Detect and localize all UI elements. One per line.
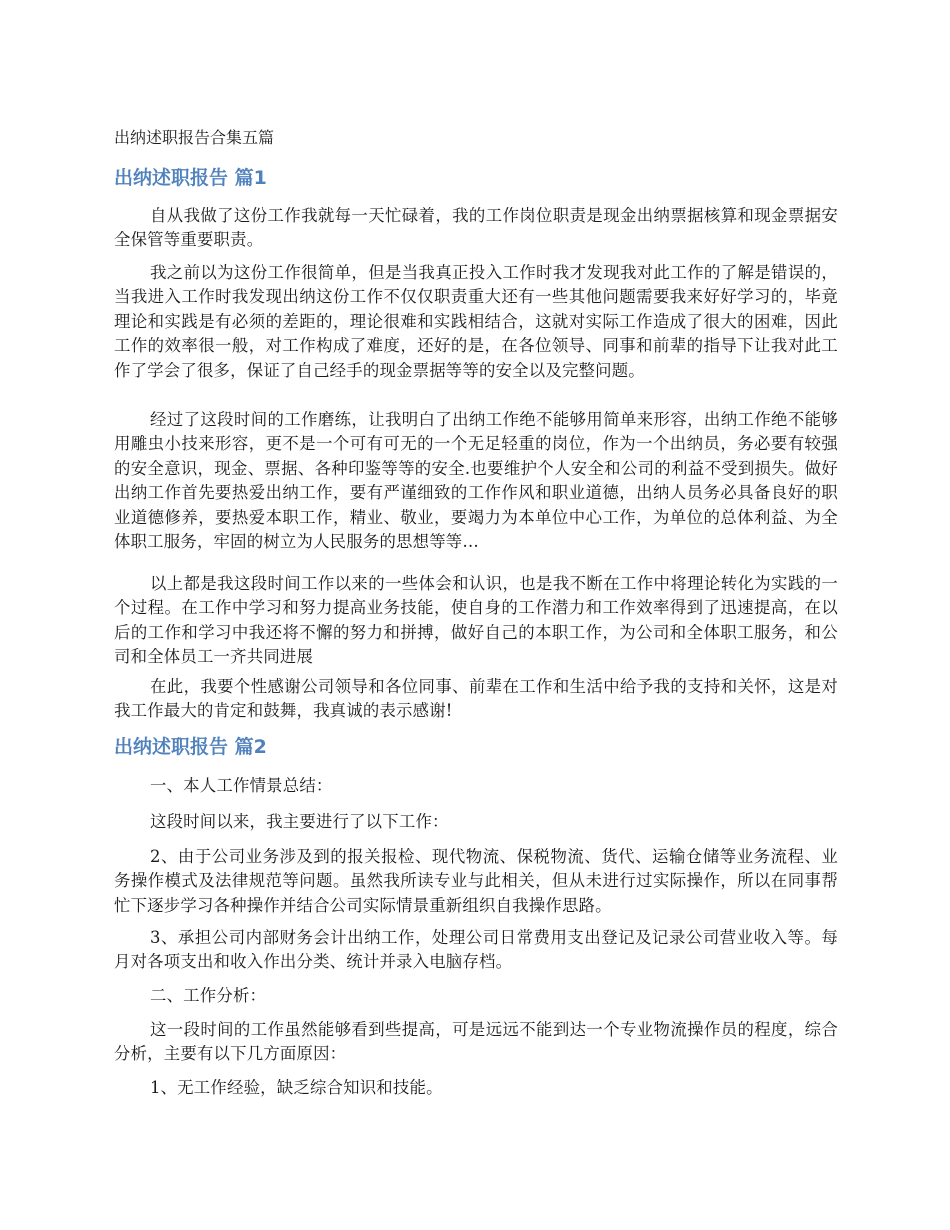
- paragraph: 3、承担公司内部财务会计出纳工作，处理公司日常费用支出登记及记录公司营业收入等。每月对各项支出和收入作出分类、统计并录入电脑存档。: [114, 928, 838, 972]
- paragraph: 二、工作分析：: [150, 986, 267, 1005]
- paragraph: 以上都是我这段时间工作以来的一些体会和认识，也是我不断在工作中将理论转化为实践的一个过程。在工作中学习和努力提高业务技能，使自身的工作潜力和工作效率得到了迅速提高，在以后的工作和学习中我还将不懈的努力和拼搏，做好自己的本职工作，为公司和全体职工服务，和公司和全体员工一齐共同进展: [114, 574, 838, 667]
- paragraph: 在此，我要个性感谢公司领导和各位同事、前辈在工作和生活中给予我的支持和关怀，这是对我工作最大的肯定和鼓舞，我真诚的表示感谢!: [114, 677, 838, 721]
- paragraph: 这段时间以来，我主要进行了以下工作：: [150, 812, 449, 831]
- paragraph: 一、本人工作情景总结：: [150, 776, 333, 795]
- paragraph: 我之前以为这份工作很简单，但是当我真正投入工作时我才发现我对此工作的了解是错误的，当我进入工作时我发现出纳这份工作不仅仅职责重大还有一些其他问题需要我来好好学习的，毕竟理论和实践是有必须的差距的，理论很难和实践相结合，这就对实际工作造成了很大的困难，因此工作的效率很一般，对工作构成了难度，还好的是，在各位领导、同事和前辈的指导下让我对此工作了学会了很多，保证了自己经手的现金票据等等的安全以及完整问题。: [114, 263, 838, 380]
- paragraph: 经过了这段时间的工作磨练，让我明白了出纳工作绝不能够用简单来形容，出纳工作绝不能够用雕虫小技来形容，更不是一个可有可无的一个无足轻重的岗位，作为一个出纳员，务必要有较强的安全意识，现金、票据、各种印鉴等等的安全.也要维护个人安全和公司的利益不受到损失。做好出纳工作首先要热爱出纳工作，要有严谨细致的工作作风和职业道德，出纳人员务必具备良好的职业道德修养，要热爱本职工作，精业、敬业，要竭力为本单位中心工作，为单位的总体利益、为全体职工服务，牢固的树立为人民服务的思想等等…: [114, 410, 838, 552]
- section-heading-2: 出纳述职报告 篇2: [114, 736, 267, 758]
- paragraph: 1、无工作经验，缺乏综合知识和技能。: [150, 1078, 443, 1097]
- paragraph: 这一段时间的工作虽然能够看到些提高，可是远远不能到达一个专业物流操作员的程度，综合分析，主要有以下几方面原因：: [114, 1020, 838, 1064]
- paragraph: 2、由于公司业务涉及到的报关报检、现代物流、保税物流、货代、运输仓储等业务流程、业务操作模式及法律规范等问题。虽然我所读专业与此相关，但从未进行过实际操作，所以在同事帮忙下逐步学习各种操作并结合公司实际情景重新组织自我操作思路。: [114, 847, 838, 915]
- section-heading-1: 出纳述职报告 篇1: [114, 167, 267, 189]
- paragraph: 自从我做了这份工作我就每一天忙碌着，我的工作岗位职责是现金出纳票据核算和现金票据安全保管等重要职责。: [114, 206, 838, 250]
- document-title: 出纳述职报告合集五篇: [114, 128, 275, 147]
